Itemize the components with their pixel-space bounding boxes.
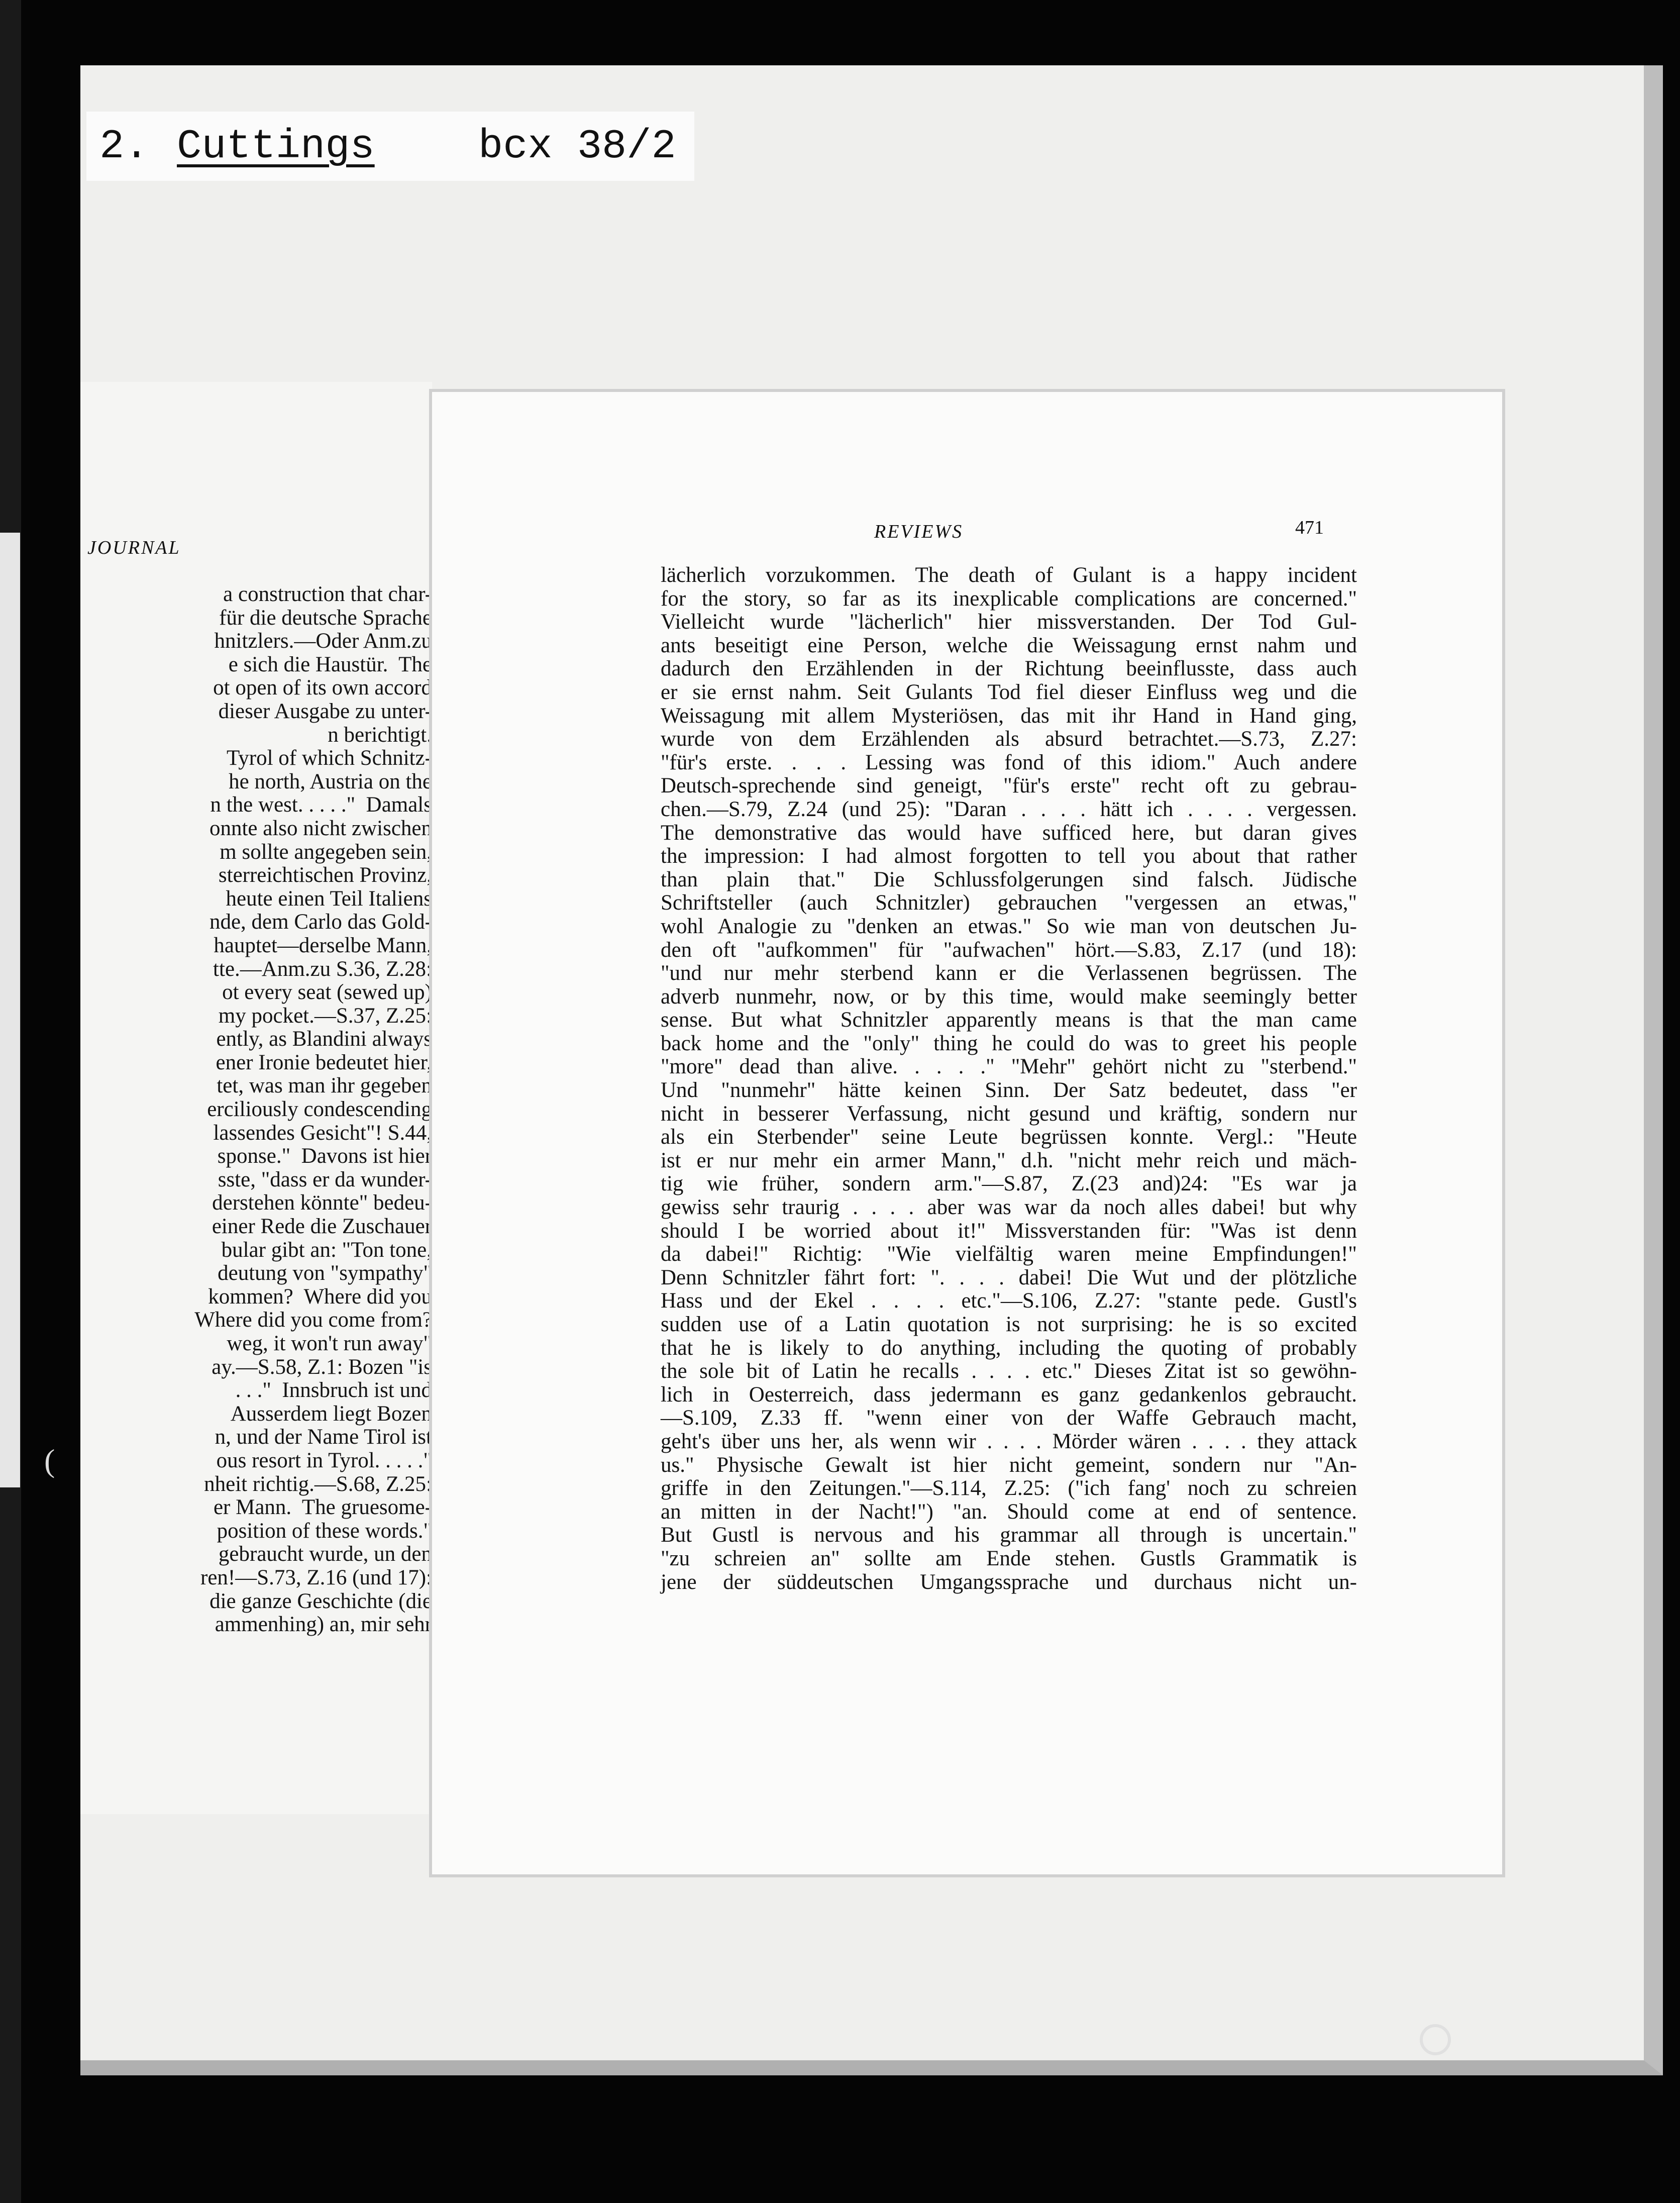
text-line: Und "nunmehr" hätte keinen Sinn. Der Satz bedeutet, dass "er: [661, 1078, 1357, 1103]
label-title: Cuttings: [177, 123, 375, 170]
left-text-line: ot every seat (sewed up): [222, 980, 432, 1005]
left-text-line: ay.—S.58, Z.1: Bozen "is: [212, 1355, 432, 1379]
bracket-mark: (: [44, 1443, 55, 1478]
text-line: Vielleicht wurde "lächerlich" hier missverstanden. Der Tod Gul-: [661, 610, 1357, 634]
left-text-line: kommen? Where did you: [208, 1284, 432, 1309]
label-number: 2.: [99, 123, 149, 170]
text-line: an mitten in der Nacht!") "an. Should come at end of sentence.: [661, 1499, 1357, 1524]
text-line: den oft "aufkommen" für "aufwachen" hört.—S.83, Z.17 (und 18):: [661, 938, 1357, 962]
left-text-line: ener Ironie bedeutet hier,: [216, 1050, 432, 1074]
text-line: Denn Schnitzler fährt fort: ". . . . dabei! Die Wut und der plötzliche: [661, 1265, 1357, 1289]
left-text-line: a construction that char-: [223, 582, 432, 606]
left-text-line: nheit richtig.—S.68, Z.25:: [204, 1472, 432, 1496]
text-line: sudden use of a Latin quotation is not surprising: he is so excited: [661, 1313, 1357, 1336]
left-text-line: dieser Ausgabe zu unter-: [218, 699, 432, 723]
text-line: lächerlich vorzukommen. The death of Gulant is a happy incident: [661, 563, 1357, 587]
text-line: the impression: I had almost forgotten to tell you about that rather: [661, 844, 1357, 868]
label-box: bcx 38/2: [478, 123, 676, 170]
left-page-cutting: [80, 382, 432, 1814]
text-line: gewiss sehr traurig . . . . aber was war da noch alles dabei! but why: [661, 1195, 1357, 1220]
left-text-line: onnte also nicht zwischen: [209, 816, 432, 840]
left-text-line: he north, Austria on the: [229, 769, 432, 793]
text-line: griffe in den Zeitungen."—S.114, Z.25: ("ich fang' noch zu schreien: [661, 1476, 1357, 1500]
left-text-line: erciliously condescending: [207, 1097, 432, 1122]
text-line: for the story, so far as its inexplicable complications are concerned.": [661, 586, 1357, 611]
left-text-line: my pocket.—S.37, Z.25:: [218, 1004, 432, 1028]
text-line: wohl Analogie zu "denken an etwas." So wie man von deutschen Ju-: [661, 914, 1357, 938]
left-text-column: [131, 583, 432, 1637]
left-text-line: ous resort in Tyrol. . . . .": [216, 1448, 432, 1472]
text-line: than plain that." Die Schlussfolgerungen sind falsch. Jüdische: [661, 867, 1357, 891]
left-text-line: Where did you come from?: [194, 1308, 432, 1332]
right-page-cutting: [432, 392, 1502, 1874]
left-text-line: Ausserdem liegt Bozen: [230, 1401, 432, 1426]
text-line: dadurch den Erzählenden in der Richtung beeinflusste, dass auch: [661, 657, 1357, 681]
left-text-line: sste, "dass er da wunder-: [218, 1167, 432, 1191]
left-text-line: gebraucht wurde, un den: [218, 1542, 432, 1566]
text-line: nicht in besserer Verfassung, nicht gesund und kräftig, sondern nur: [661, 1101, 1357, 1126]
page-number: 471: [1295, 517, 1324, 538]
left-text-line: tet, was man ihr gegeben: [217, 1074, 432, 1098]
left-text-line: e sich die Haustür. The: [228, 652, 432, 676]
left-text-line: n the west. . . . ." Damals: [210, 793, 432, 817]
left-text-line: position of these words.": [217, 1519, 432, 1543]
text-line: adverb nunmehr, now, or by this time, would make seemingly better: [661, 984, 1357, 1009]
left-text-line: ren!—S.73, Z.16 (und 17):: [200, 1565, 432, 1589]
text-line: geht's über uns her, als wenn wir . . . . Mörder wären . . . . they attack: [661, 1429, 1357, 1453]
left-text-line: Tyrol of which Schnitz-: [227, 746, 432, 770]
text-line: lich in Oesterreich, dass jedermann es ganz gedankenlos gebraucht.: [661, 1382, 1357, 1407]
text-line: Weissagung mit allem Mysteriösen, das mit ihr Hand in Hand ging,: [661, 704, 1357, 728]
left-text-line: derstehen könnte" bedeu-: [212, 1191, 432, 1215]
left-text-line: n, und der Name Tirol ist: [215, 1425, 432, 1449]
text-line: als ein Sterbender" seine Leute begrüssen konnte. Vergl.: "Heute: [661, 1125, 1357, 1149]
left-text-line: bular gibt an: "Ton tone,: [221, 1238, 432, 1262]
left-text-line: ot open of its own accord: [213, 676, 432, 700]
archive-label: [86, 112, 694, 181]
text-line: —S.109, Z.33 ff. "wenn einer von der Waffe Gebrauch macht,: [661, 1406, 1357, 1430]
text-line: back home and the "only" thing he could do was to greet his people: [661, 1031, 1357, 1055]
right-text-body: [661, 564, 1357, 1594]
ring-stamp: [1420, 2024, 1451, 2055]
text-line: "und nur mehr sterbend kann er die Verlassenen begrüssen. The: [661, 961, 1357, 985]
left-text-line: n berichtigt.: [328, 723, 432, 747]
left-text-line: sponse." Davons ist hier: [217, 1144, 432, 1168]
left-text-line: heute einen Teil Italiens: [226, 886, 432, 911]
text-line: sense. But what Schnitzler apparently means is that the man came: [661, 1008, 1357, 1032]
left-text-line: tte.—Anm.zu S.36, Z.28:: [213, 957, 432, 981]
text-line: Hass und der Ekel . . . . etc."—S.106, Z.27: "stante pede. Gustl's: [661, 1289, 1357, 1313]
left-text-line: . . ." Innsbruch ist und: [235, 1378, 432, 1403]
left-text-line: nde, dem Carlo das Gold-: [209, 910, 432, 934]
left-text-line: hnitzlers.—Oder Anm.zu: [214, 629, 432, 653]
left-text-line: weg, it won't run away": [227, 1332, 432, 1355]
left-text-line: einer Rede die Zuschauer: [212, 1215, 432, 1239]
left-text-line: m sollte angegeben sein,: [220, 840, 432, 864]
left-text-line: lassendes Gesicht"! S.44,: [213, 1121, 432, 1145]
text-line: chen.—S.79, Z.24 (und 25): "Daran . . . . hätt ich . . . . vergessen.: [661, 797, 1357, 821]
text-line: Deutsch-sprechende sind geneigt, "für's erste" recht oft zu gebrau-: [661, 774, 1357, 798]
text-line: "more" dead than alive. . . . ." "Mehr" gehört nicht zu "sterbend.": [661, 1055, 1357, 1079]
text-line: the sole bit of Latin he recalls . . . . etc." Dieses Zitat ist so gewöhn-: [661, 1359, 1357, 1383]
left-running-head: JOURNAL: [87, 537, 181, 558]
text-line: ants beseitigt eine Person, welche die Weissagung ernst nahm und: [661, 633, 1357, 657]
text-line: "zu schreien an" sollte am Ende stehen. Gustls Grammatik is: [661, 1546, 1357, 1570]
text-line: should I be worried about it!" Missverstanden für: "Was ist denn: [661, 1219, 1357, 1243]
text-line: tig wie früher, sondern arm."—S.87, Z.(23 and)24: "Es war ja: [661, 1172, 1357, 1196]
text-line: But Gustl is nervous and his grammar all through is uncertain.": [661, 1523, 1357, 1547]
left-edge-strip: [0, 0, 21, 2203]
text-line: us." Physische Gewalt ist hier nicht gemeint, sondern nur "An-: [661, 1453, 1357, 1477]
text-line: "für's erste. . . . Lessing was fond of this idiom." Auch andere: [661, 750, 1357, 774]
adjacent-page-fragment: [0, 533, 20, 1487]
text-line: jene der süddeutschen Umgangssprache und durchaus nicht un-: [661, 1570, 1357, 1594]
left-text-line: die ganze Geschichte (die: [209, 1589, 432, 1613]
text-line: that he is likely to do anything, including the quoting of probably: [661, 1336, 1357, 1360]
right-running-head: REVIEWS: [874, 521, 964, 542]
left-text-line: ammenhing) an, mir sehr: [215, 1613, 432, 1637]
left-text-line: für die deutsche Sprache: [219, 606, 432, 630]
left-text-line: er Mann. The gruesome-: [213, 1495, 432, 1520]
text-line: wurde von dem Erzählenden als absurd betrachtet.—S.73, Z.27:: [661, 727, 1357, 751]
left-text-line: hauptet—derselbe Mann,: [214, 933, 432, 957]
text-line: da dabei!" Richtig: "Wie vielfältig waren meine Empfindungen!": [661, 1242, 1357, 1266]
left-text-line: deutung von "sympathy": [218, 1261, 432, 1285]
text-line: ist er nur mehr ein armer Mann," d.h. "nicht mehr reich und mäch-: [661, 1148, 1357, 1172]
left-text-line: ently, as Blandini always: [216, 1027, 432, 1051]
text-line: er sie ernst nahm. Seit Gulants Tod fiel dieser Einfluss weg und die: [661, 680, 1357, 704]
left-text-line: sterreichtischen Provinz,: [218, 863, 432, 887]
text-line: Schriftsteller (auch Schnitzler) gebrauchen "vergessen an etwas,": [661, 891, 1357, 915]
text-line: The demonstrative das would have sufficed here, but daran gives: [661, 821, 1357, 845]
